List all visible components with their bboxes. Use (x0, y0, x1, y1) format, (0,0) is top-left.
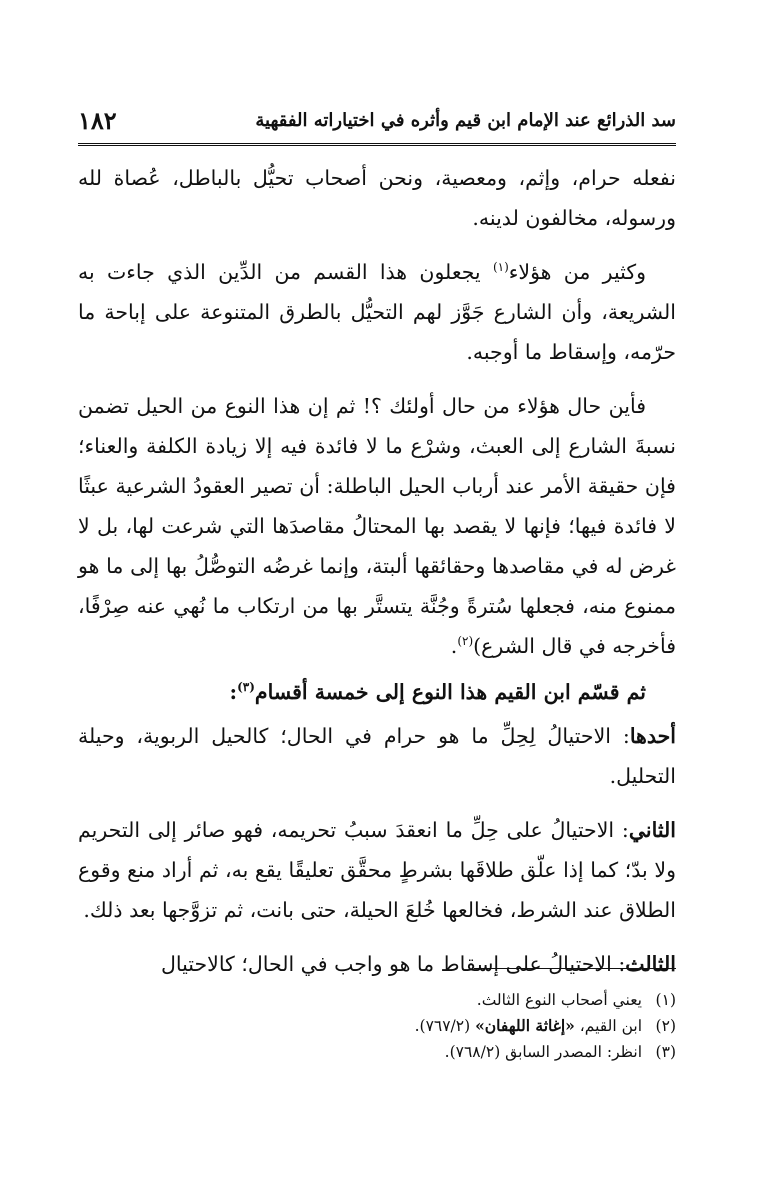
section-heading: ثم قسّم ابن القيم هذا النوع إلى خمسة أقسام$^{(٣)}$: (229, 680, 646, 704)
body-text (78, 158, 676, 998)
paragraph-2: وكثير من هؤلاء$^{(١)}$ يجعلون هذا القسم من الدِّين الذي جاءت به الشريعة، وأن الشارع جَوَّز لهم التحيُّل بالطرق المتنوعة على إباحة ما حرّمه، وإسقاط ما أوجبه. (78, 260, 676, 364)
running-title: سد الذرائع عند الإمام ابن قيم وأثره في اختياراته الفقهية (255, 109, 676, 131)
footnote-ref-1: (١) (492, 260, 509, 274)
list-item-first: أحدها: الاحتيالُ لِحِلِّ ما هو حرام في الحال؛ كالحيل الربوية، وحيلة التحليل. (78, 724, 676, 788)
footnotes (78, 988, 676, 1066)
footnote-3: (٣) انظر: المصدر السابق (٧٦٨/٢). (444, 1043, 676, 1061)
cited-work-title: «إغاثة اللهفان» (475, 1016, 575, 1035)
header-rule (78, 143, 676, 146)
list-item-second: الثاني: الاحتيالُ على حِلِّ ما انعقدَ سببُ تحريمه، فهو صائر إلى التحريم ولا بدّ؛ كما إذا علّق طلاقَها بشرطٍ محقَّق تعليقًا يقع به، ثم أراد منع وقوع الطلاق عند الشرط، فخالعها خُلعَ الحيلة، حتى بانت، ثم تزوَّجها بعد ذلك. (78, 818, 676, 922)
footnote-ref-2: (٢) (457, 634, 474, 648)
list-item-third: الثالث: الاحتيالُ على إسقاط ما هو واجب في الحال؛ كالاحتيال (160, 952, 676, 976)
page-number: ١٨٢ (78, 105, 117, 135)
item-1-lead: أحدها (629, 724, 676, 748)
item-2-lead: الثاني (628, 818, 676, 842)
page-header (78, 100, 676, 140)
paragraph-3: فأين حال هؤلاء من حال أولئك ؟! ثم إن هذا النوع من الحيل تضمن نسبةَ الشارع إلى العبث، وشرْع ما لا فائدة فيه إلا زيادة الكلفة والعناء؛ فإن حقيقة الأمر عند أرباب الحيل الباطلة: أن تصير العقودُ الشرعية عبثًا لا فائدة فيها؛ فإنها لا يقصد بها المحتالُ مقاصدَها التي شرعت لها، بل لا غرض له في مقاصدها وحقائقها ألبتة، وإنما غرضُه التوصُّلُ بها إلى ما هو ممنوع منه، فجعلها سُترةً وجُنَّة يتستَّر بها من ارتكاب ما نُهي عنه صِرْفًا، فأخرجه في قال الشرع)$^{(٢)}$. (78, 394, 676, 658)
footnote-ref-3: (٣) (237, 680, 255, 694)
item-3-lead: الثالث (625, 952, 676, 976)
paragraph-1: نفعله حرام، وإثم، ومعصية، ونحن أصحاب تحيُّل بالباطل، عُصاة لله ورسوله، مخالفون لدينه. (78, 166, 676, 230)
footnote-rule (474, 968, 676, 969)
footnote-1: (١) يعني أصحاب النوع الثالث. (476, 991, 676, 1009)
footnote-2: (٢) ابن القيم، «إغاثة اللهفان» (٧٦٧/٢). (414, 1016, 676, 1035)
